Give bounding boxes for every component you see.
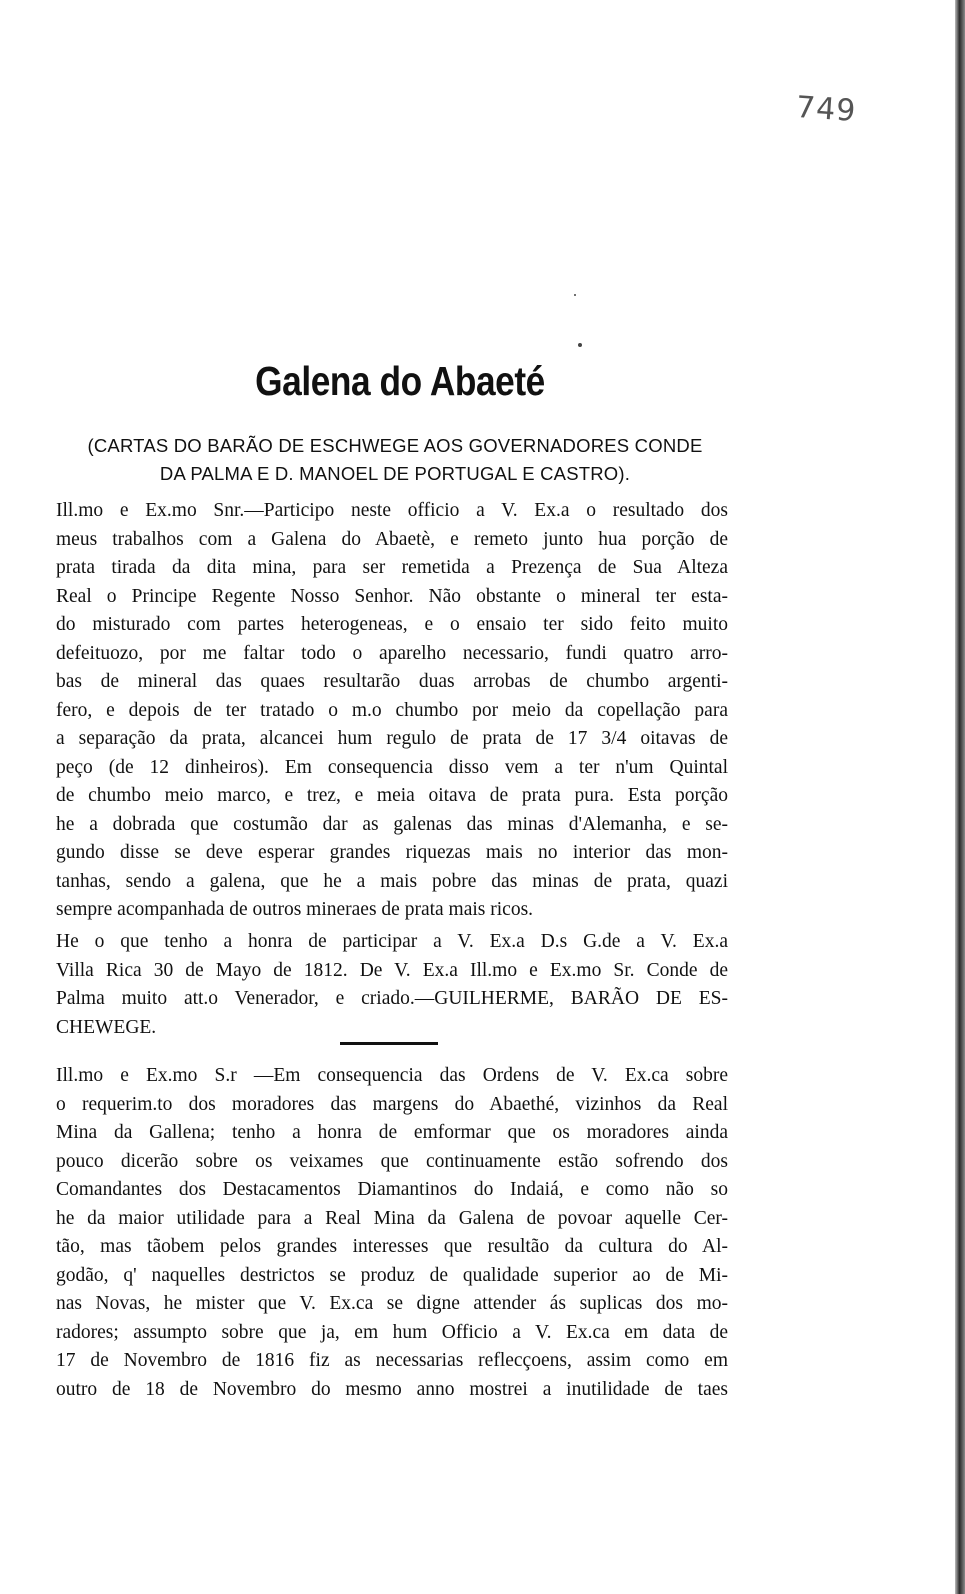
- letter-1-closing: [56, 928, 728, 1042]
- article-subtitle: [0, 432, 790, 488]
- text-line: 17 de Novembro de 1816 fiz as necessarias reflecçoens, assim como em: [56, 1350, 728, 1371]
- text-line: tanhas, sendo a galena, que he a mais pobre das minas de prata, quazi: [56, 870, 728, 892]
- text-line: gundo disse se deve esperar grandes riquezas mais no interior das mon-: [56, 842, 728, 863]
- text-line: Mina da Gallena; tenho a honra de emformar que os moradores ainda: [56, 1122, 728, 1143]
- text-line: he a dobrada que costumão dar as galenas das minas d'Alemanha, e se-: [56, 813, 728, 835]
- text-line: pouco dicerão sobre os veixames que continuamente estão sofrendo dos: [56, 1150, 728, 1172]
- text-line: godão, q' naquelles destrictos se produz de qualidade superior ao de Mi-: [56, 1264, 728, 1286]
- text-line: CHEWEGE.: [56, 1016, 157, 1038]
- speck: [574, 294, 576, 296]
- text-line: meus trabalhos com a Galena do Abaetè, e remeto junto hua porção de: [56, 528, 728, 550]
- text-line: Ill.mo e Ex.mo S.r —Em consequencia das Ordens de V. Ex.ca sobre: [56, 1065, 728, 1086]
- section-divider: [340, 1042, 438, 1045]
- text-line: radores; assumpto sobre que ja, em hum Officio a V. Ex.ca em data de: [56, 1321, 728, 1343]
- text-line: fero, e depois de ter tratado o m.o chumbo por meio da copellação para: [56, 699, 728, 721]
- text-line: tão, mas tãobem pelos grandes interesses que resultão da cultura do Al-: [56, 1236, 728, 1257]
- text-line: sempre acompanhada de outros mineraes de prata mais ricos.: [56, 899, 534, 920]
- text-line: prata tirada da dita mina, para ser remetida a Prezença de Sua Alteza: [56, 557, 728, 578]
- handwritten-page-number: 749: [794, 89, 858, 130]
- text-line: Palma muito att.o Venerador, e criado.—GUILHERME, BARÃO DE ES-: [56, 988, 728, 1009]
- text-line: do misturado com partes heterogeneas, e o ensaio ter sido feito muito: [56, 614, 728, 635]
- speck: [578, 343, 582, 347]
- text-line: a separação da prata, alcancei hum regulo de prata de 17 3/4 oitavas de: [56, 728, 728, 749]
- text-line: Comandantes dos Destacamentos Diamantinos do Indaiá, e como não so: [56, 1179, 728, 1200]
- letter-2-body: [56, 1062, 728, 1404]
- text-line: de chumbo meio marco, e trez, e meia oitava de prata pura. Esta porção: [56, 785, 728, 806]
- text-line: bas de mineral das quaes resultarão duas arrobas de chumbo argenti-: [56, 671, 728, 692]
- text-line: He o que tenho a honra de participar a V. Ex.a D.s G.de a V. Ex.a: [56, 931, 728, 952]
- subtitle-line: DA PALMA E D. MANOEL DE PORTUGAL E CASTRO).: [159, 463, 631, 484]
- text-line: nas Novas, he mister que V. Ex.ca se digne attender ás suplicas dos mo-: [56, 1293, 728, 1314]
- text-line: peço (de 12 dinheiros). Em consequencia disso vem a ter n'um Quintal: [56, 756, 728, 778]
- text-line: Ill.mo e Ex.mo Snr.—Participo neste officio a V. Ex.a o resultado dos: [56, 500, 728, 521]
- text-line: Real o Principe Regente Nosso Senhor. Não obstante o mineral ter esta-: [56, 585, 728, 607]
- subtitle-line: (CARTAS DO BARÃO DE ESCHWEGE AOS GOVERNADORES CONDE: [87, 435, 703, 456]
- text-line: he da maior utilidade para a Real Mina da Galena de povoar aquelle Cer-: [56, 1207, 728, 1229]
- text-line: outro de 18 de Novembro do mesmo anno mostrei a inutilidade de taes: [56, 1378, 728, 1400]
- article-title: Galena do Abaeté: [255, 358, 545, 404]
- text-line: defeituozo, por me faltar todo o aparelho necessario, fundi quatro arro-: [56, 642, 728, 664]
- text-line: Villa Rica 30 de Mayo de 1812. De V. Ex.a Ill.mo e Ex.mo Sr. Conde de: [56, 959, 728, 981]
- letter-1-body: [56, 497, 728, 925]
- page-edge: [955, 0, 965, 1594]
- text-line: o requerim.to dos moradores das margens do Abaethé, vizinhos da Real: [56, 1093, 728, 1115]
